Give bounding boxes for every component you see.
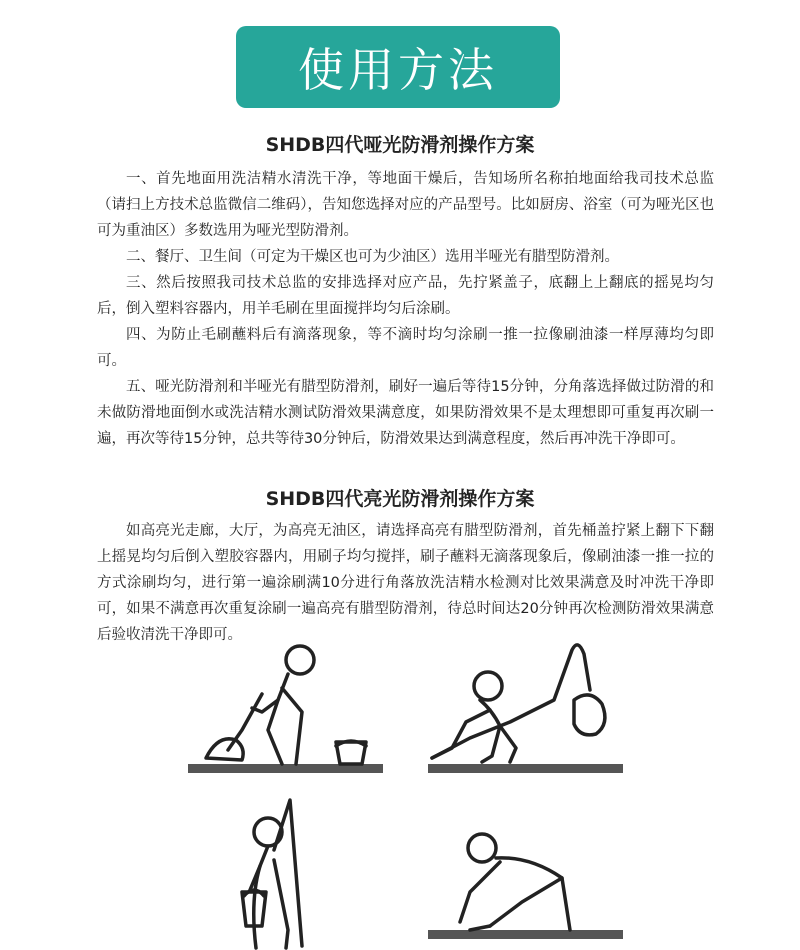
usage-illustrations: [170, 630, 640, 950]
vacuuming-figure-icon: [428, 645, 623, 773]
section2-title: SHDB四代亮光防滑剂操作方案: [265, 488, 535, 510]
section1-paragraph: 三、然后按照我司技术总监的安排选择对应产品，先拧紧盖子，底翻上上翻底的摇晃均匀后，倒入塑料容器内，用羊毛刷在里面搅拌均匀后涂刷。: [97, 275, 714, 317]
section1-paragraph: 五、哑光防滑剂和半哑光有腊型防滑剂，刷好一遍后等待15分钟，分角落选择做过防滑的和未做防滑地面倒水或洗洁精水测试防滑效果满意度，如果防滑效果不是太理想即可重复再次刷一遍，再次等待15分钟，总共等待30分钟后，防滑效果达到满意程度，然后再冲洗干净即可。: [97, 379, 714, 447]
section1-title: SHDB四代哑光防滑剂操作方案: [265, 134, 535, 156]
section2-paragraph: 如高亮光走廊，大厅，为高亮无油区，请选择高亮有腊型防滑剂，首先桶盖拧紧上翻下下翻上摇晃均匀后倒入塑胶容器内，用刷子均匀搅拌，刷子蘸料无滴落现象后，像刷油漆一推一拉的方式涂刷均匀，进行第一遍涂刷满10分进行角落放洗洁精水检测对比效果满意及时冲洗干净即可，如果不满意再次重复涂刷一遍高亮有腊型防滑剂，待总时间达20分钟再次检测防滑效果满意后验收清洗干净即可。: [97, 523, 714, 643]
section1-paragraph: 二、餐厅、卫生间（可定为干燥区也可为少油区）选用半哑光有腊型防滑剂。: [126, 249, 619, 265]
kneeling-cleaning-figure-icon: [428, 834, 623, 939]
section1-body: [97, 166, 714, 452]
section1-paragraph: 四、为防止毛刷蘸料后有滴落现象，等不滴时均匀涂刷一推一拉像刷油漆一样厚薄均匀即可。: [97, 327, 714, 369]
mopping-figure-icon: [188, 646, 383, 773]
section1-paragraph: 一、首先地面用洗洁精水清洗干净，等地面干燥后，告知场所名称拍地面给我司技术总监（请扫上方技术总监微信二维码），告知您选择对应的产品型号。比如厨房、浴室（可为哑光区也可为重油区）多数选用为哑光型防滑剂。: [97, 171, 714, 239]
carrying-bucket-figure-icon: [242, 800, 302, 948]
section2-body: [97, 518, 714, 648]
page-banner-title: 使用方法: [236, 26, 560, 108]
